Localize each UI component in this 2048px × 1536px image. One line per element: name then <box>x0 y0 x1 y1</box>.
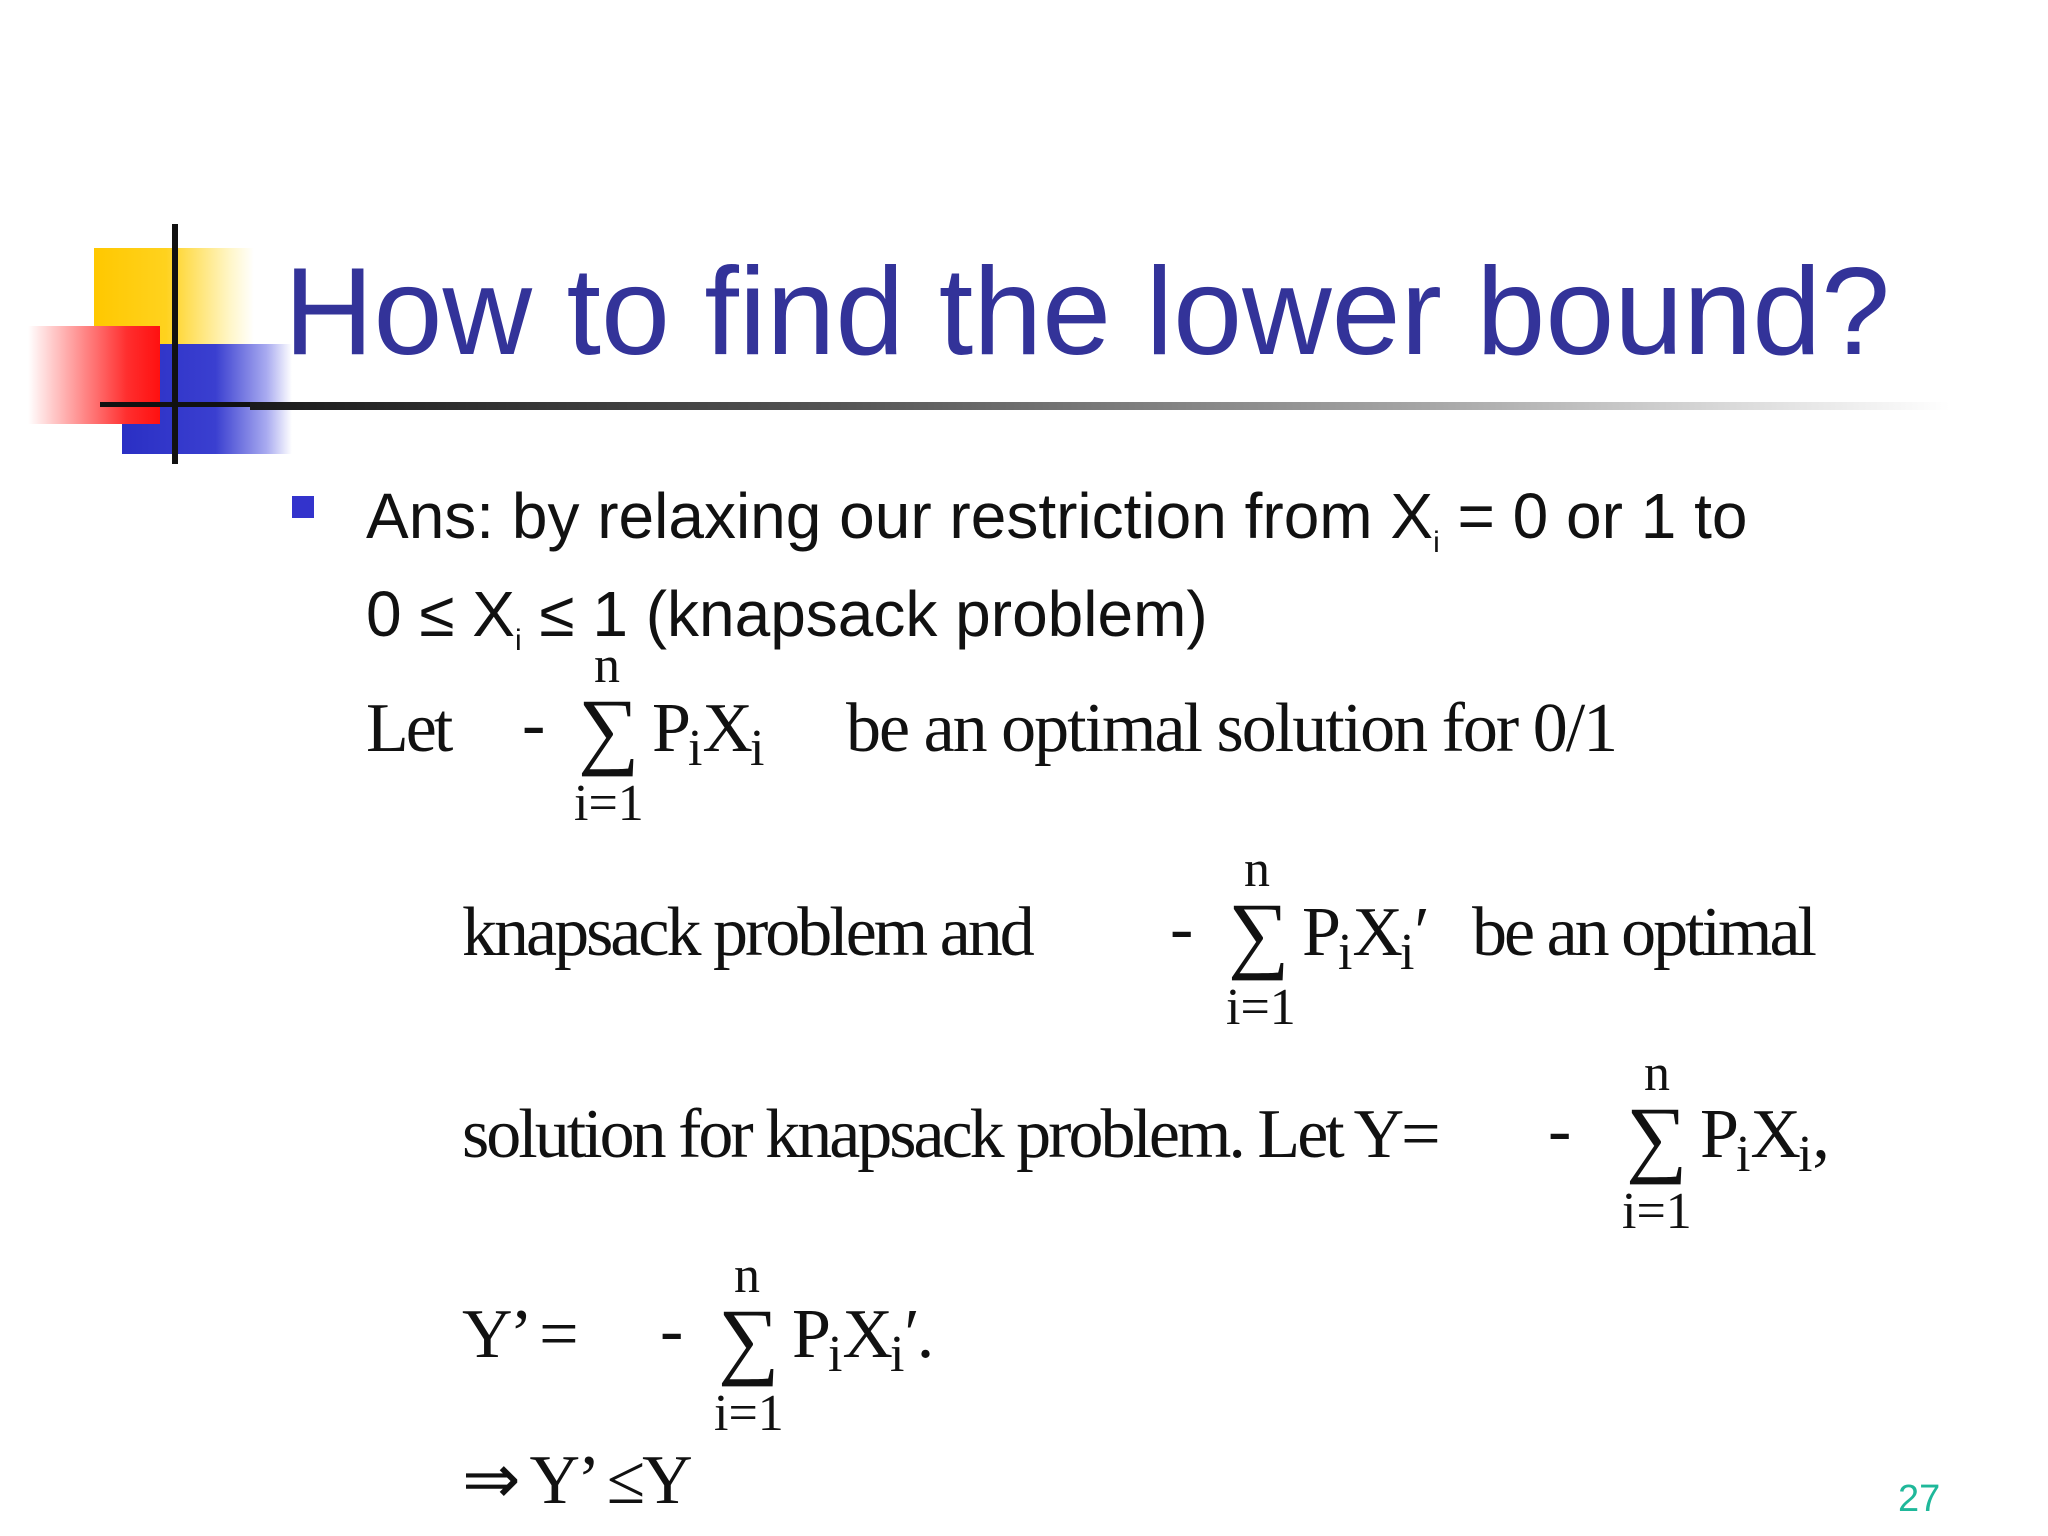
red-square-decoration <box>28 326 160 424</box>
bullet-line-2 <box>366 578 1208 657</box>
math-term-2: $P_iX_i'$ <box>1302 894 1427 981</box>
page-number: 27 <box>1898 1478 1941 1520</box>
sum-upper-2: n <box>1244 841 1270 898</box>
sigma-icon-4: ∑ <box>718 1291 780 1387</box>
math-let: Let <box>366 690 451 767</box>
math-text-2b: be an optimal <box>1472 894 1815 971</box>
sum-lower-3: i=1 <box>1622 1183 1692 1240</box>
bullet-text-2a: 0 ≤ X <box>366 578 515 650</box>
bullet-text-2b: ≤ 1 (knapsack problem) <box>521 578 1208 650</box>
bullet-square-icon <box>292 496 314 518</box>
bullet-text-1a: Ans: by relaxing our restriction from X <box>366 480 1434 552</box>
title-underline <box>250 402 1950 410</box>
sigma-icon-1: ∑ <box>578 681 640 777</box>
math-term-4: $P_iX_i'$. <box>792 1296 932 1383</box>
sum-lower-1: i=1 <box>574 775 644 832</box>
bullet-subscript-1: i <box>1433 526 1440 559</box>
sum-lower-2: i=1 <box>1226 979 1296 1036</box>
slide-title: How to find the lower bound? <box>284 243 1891 381</box>
math-text-2: knapsack problem and <box>462 894 1032 971</box>
vertical-line-decoration <box>172 224 178 464</box>
bullet-text-1b: = 0 or 1 to <box>1439 480 1748 552</box>
math-minus-4: - <box>660 1292 681 1369</box>
sigma-icon-2: ∑ <box>1228 885 1290 981</box>
math-term-1: $P_iX_i$ <box>652 690 765 777</box>
math-term-3: $P_iX_i$, <box>1700 1096 1827 1183</box>
math-minus-2: - <box>1170 890 1191 967</box>
sigma-icon-3: ∑ <box>1626 1089 1688 1185</box>
math-text-1: be an optimal solution for 0/1 <box>846 690 1617 767</box>
math-minus-3: - <box>1548 1092 1569 1169</box>
math-text-3: solution for knapsack problem. Let Y= <box>462 1096 1438 1173</box>
math-y-prime-eq: Y’ = <box>462 1296 576 1373</box>
sum-upper-3: n <box>1644 1045 1670 1102</box>
bullet-subscript-2: i <box>514 624 522 657</box>
math-minus-1: - <box>522 686 543 763</box>
math-implies: ⇒ Y’ ≤Y <box>462 1442 690 1519</box>
sum-upper-4: n <box>734 1247 760 1304</box>
bullet-line-1 <box>366 480 1748 559</box>
sum-upper-1: n <box>594 637 620 694</box>
sum-lower-4: i=1 <box>714 1385 784 1442</box>
